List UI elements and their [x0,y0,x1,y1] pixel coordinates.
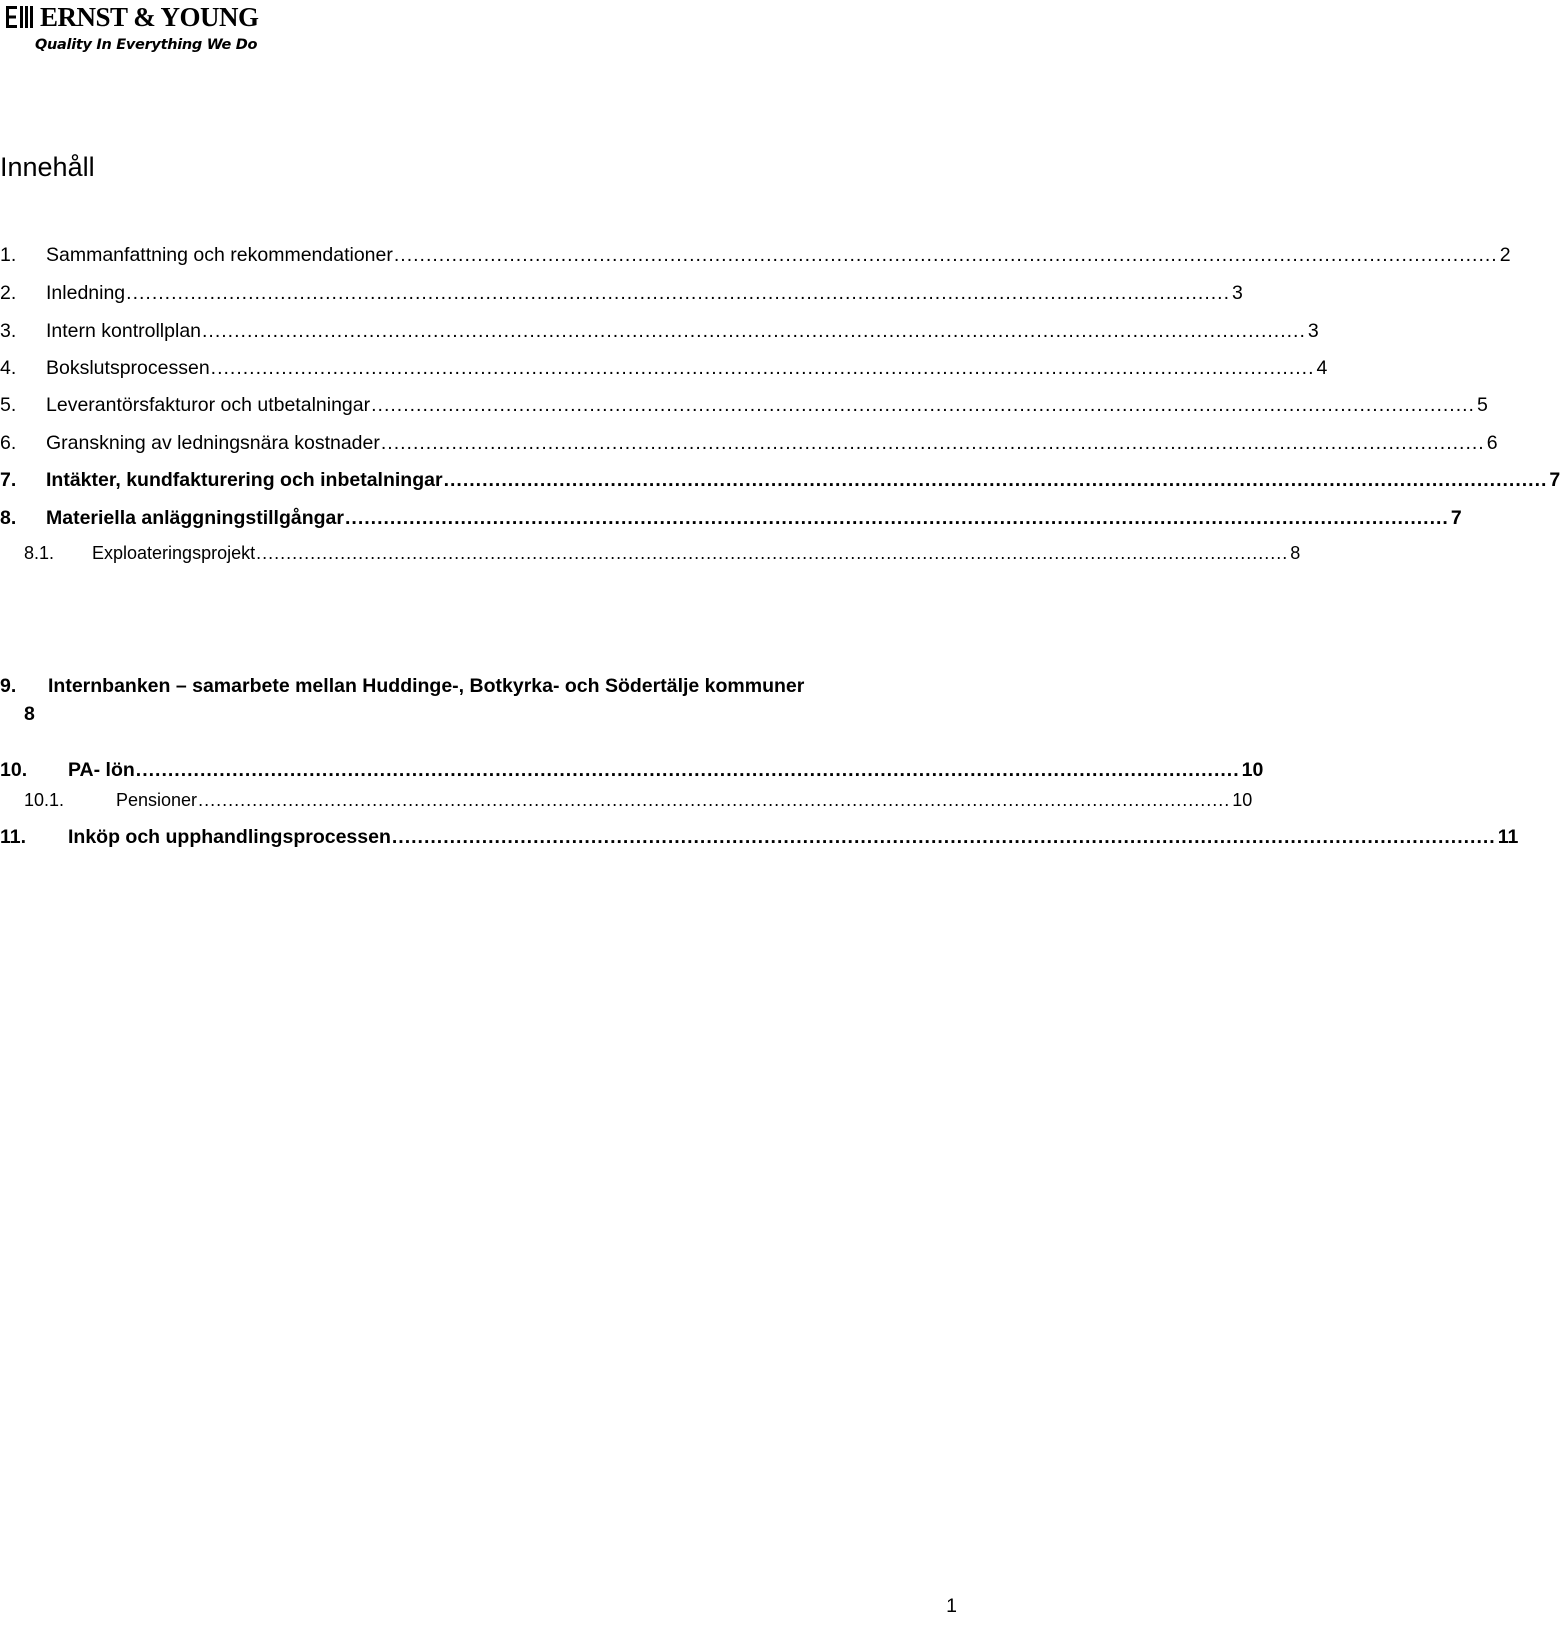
toc-leader-dots: ............................................................................................................................................................................ [391,826,1496,848]
toc-entry-page: 3 [1232,282,1243,304]
toc-subentry[interactable] [24,540,1301,566]
toc-entry-label: Intern kontrollplan [46,320,202,342]
toc-entry-number: 10.1. [24,790,65,810]
toc-entry-label: Leverantörsfakturor och utbetalningar [46,394,371,416]
toc-entry[interactable] [0,242,1511,268]
toc-leader-dots: ............................................................................................................................................................................ [380,432,1485,454]
toc-entry-number: 3. [0,320,17,342]
toc-leader-dots: ............................................................................................................................................................................ [202,320,1306,342]
toc-leader-dots: ............................................................................................................................................................................ [126,282,1231,304]
toc-entry-number: 8. [0,507,17,529]
toc-entry-number: 6. [0,432,17,454]
toc-entry-label: Intäkter, kundfakturering och inbetalningar [46,469,443,491]
toc-entry[interactable] [0,355,1328,381]
toc-entry[interactable] [0,505,1462,531]
toc-entry[interactable] [0,280,1243,306]
page-number: 1 [946,1595,957,1617]
toc-entry-page: 11 [1497,826,1519,848]
toc-entry[interactable] [0,757,1264,783]
toc-entry-page: 4 [1316,357,1328,379]
toc-entry-number: 11. [0,826,27,848]
toc-entry-page: 8 [24,703,35,725]
toc-entry[interactable] [0,392,1488,418]
toc-entry[interactable] [0,318,1319,344]
toc-entry[interactable] [0,672,960,725]
toc-entry-label: Inköp och upphandlingsprocessen [68,826,391,848]
toc-entry-page: 7 [1549,469,1560,491]
ey-logo-mark-icon [6,4,36,30]
toc-entry[interactable] [0,467,1560,493]
toc-leader-dots: ............................................................................................................................................................................ [135,759,1240,781]
toc-entry[interactable] [0,824,1519,850]
toc-leader-dots: ............................................................................................................................................................................ [198,790,1231,810]
toc-entry-number: 7. [0,469,17,491]
toc-entry-label: Sammanfattning och rekommendationer [46,244,393,266]
toc-entry-label: Bokslutsprocessen [46,357,210,379]
toc-entry-page: 10 [1232,790,1253,810]
toc-entry-label: PA- lön [68,759,135,781]
toc-entry-page: 7 [1450,507,1462,529]
toc-entry-number: 1. [0,244,17,266]
toc-entry-page: 3 [1307,320,1319,342]
toc-entry-number: 10. [0,759,28,781]
toc-entry-number: 5. [0,394,17,416]
toc-leader-dots: ............................................................................................................................................................................ [344,507,1449,529]
toc-entry-label: Internbanken – samarbete mellan Huddinge-, Botkyrka- och Södertälje kommuner [48,675,805,697]
toc-entry-label: Exploateringsprojekt [92,543,256,563]
toc-leader-dots: ............................................................................................................................................................................ [210,357,1315,379]
company-logo [6,3,266,31]
toc-entry-page: 10 [1241,759,1264,781]
toc-leader-dots: ............................................................................................................................................................................ [256,543,1289,563]
toc-subentry[interactable] [24,787,1253,813]
toc-entry-label: Inledning [46,282,126,304]
company-tagline: Quality In Everything We Do [35,37,258,53]
toc-entry-page: 5 [1476,394,1488,416]
toc-entry-label: Pensioner [116,790,198,810]
toc-leader-dots: ............................................................................................................................................................................ [393,244,1498,266]
toc-entry-number: 2. [0,282,17,304]
toc-entry[interactable] [0,430,1498,456]
toc-entry-label: Granskning av ledningsnära kostnader [46,432,380,454]
toc-entry-number: 8.1. [24,543,55,563]
toc-entry-number: 9. [0,675,17,697]
toc-entry-number: 4. [0,357,17,379]
toc-entry-page: 8 [1290,543,1301,563]
toc-entry-label: Materiella anläggningstillgångar [46,507,344,529]
toc-entry-page: 6 [1486,432,1498,454]
document-header [6,3,266,61]
toc-title: Innehåll [0,152,95,182]
toc-entry-page: 2 [1499,244,1511,266]
toc-leader-dots: ............................................................................................................................................................................ [443,469,1548,491]
toc-leader-dots: ............................................................................................................................................................................ [371,394,1475,416]
company-name: ERNST & YOUNG [40,2,259,32]
